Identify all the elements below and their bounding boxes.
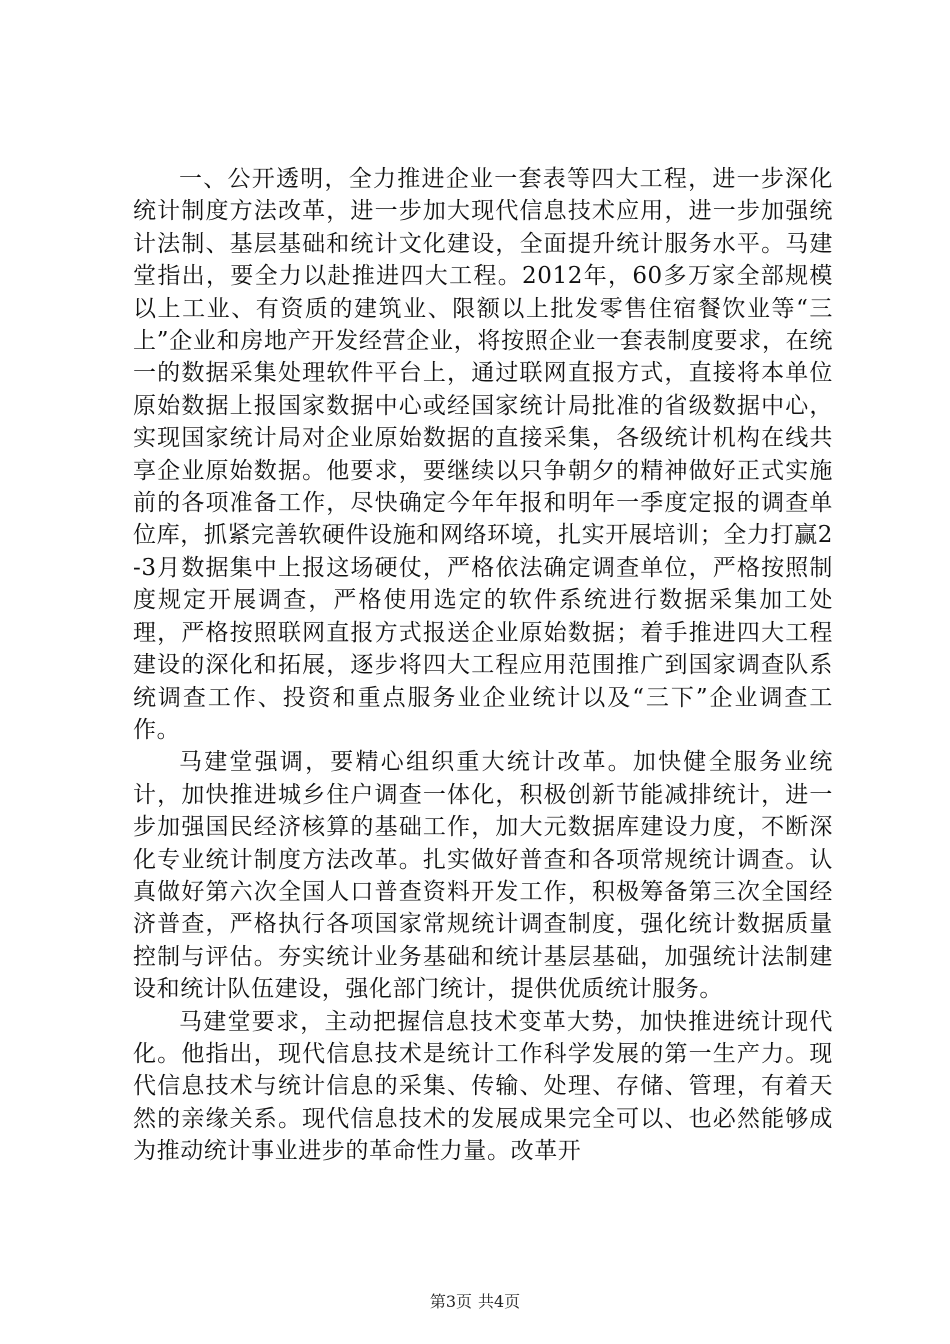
page-number: 第3页 xyxy=(429,1292,472,1311)
page-footer xyxy=(0,1292,950,1312)
paragraph-1: 一、公开透明，全力推进企业一套表等四大工程，进一步深化统计制度方法改革，进一步加大现代信息技术应用，进一步加强统计法制、基层基础和统计文化建设，全面提升统计服务水平。马建堂指出，要全力以赴推进四大工程。2012年，60多万家全部规模以上工业、有资质的建筑业、限额以上批发零售住宿餐饮业等“三上”企业和房地产开发经营企业，将按照企业一套表制度要求，在统一的数据采集处理软件平台上，通过联网直报方式，直接将本单位原始数据上报国家数据中心或经国家统计局批准的省级数据中心，实现国家统计局对企业原始数据的直接采集，各级统计机构在线共享企业原始数据。他要求，要继续以只争朝夕的精神做好正式实施前的各项准备工作，尽快确定今年年报和明年一季度定报的调查单位库，抓紧完善软硬件设施和网络环境，扎实开展培训；全力打赢2-3月数据集中上报这场硬仗，严格依法确定调查单位，严格按照制度规定开展调查，严格使用选定的软件系统进行数据采集加工处理，严格按照联网直报方式报送企业原始数据；着手推进四大工程建设的深化和拓展，逐步将四大工程应用范围推广到国家调查队系统调查工作、投资和重点服务业企业统计以及“三下”企业调查工作。 xyxy=(133,166,833,743)
paragraph-3: 马建堂要求，主动把握信息技术变革大势，加快推进统计现代化。他指出，现代信息技术是统计工作科学发展的第一生产力。现代信息技术与统计信息的采集、传输、处理、存储、管理，有着天然的亲缘关系。现代信息技术的发展成果完全可以、也必然能够成为推动统计事业进步的革命性力量。改革开 xyxy=(133,1008,833,1165)
paragraph-2: 马建堂强调，要精心组织重大统计改革。加快健全服务业统计，加快推进城乡住户调查一体化，积极创新节能减排统计，进一步加强国民经济核算的基础工作，加大元数据库建设力度，不断深化专业统计制度方法改革。扎实做好普查和各项常规统计调查。认真做好第六次全国人口普查资料开发工作，积极筹备第三次全国经济普查，严格执行各项国家常规统计调查制度，强化统计数据质量控制与评估。夯实统计业务基础和统计基层基础，加强统计法制建设和统计队伍建设，强化部门统计，提供优质统计服务。 xyxy=(133,749,833,1003)
page-total: 共4页 xyxy=(478,1292,521,1311)
document-body xyxy=(133,163,833,1168)
